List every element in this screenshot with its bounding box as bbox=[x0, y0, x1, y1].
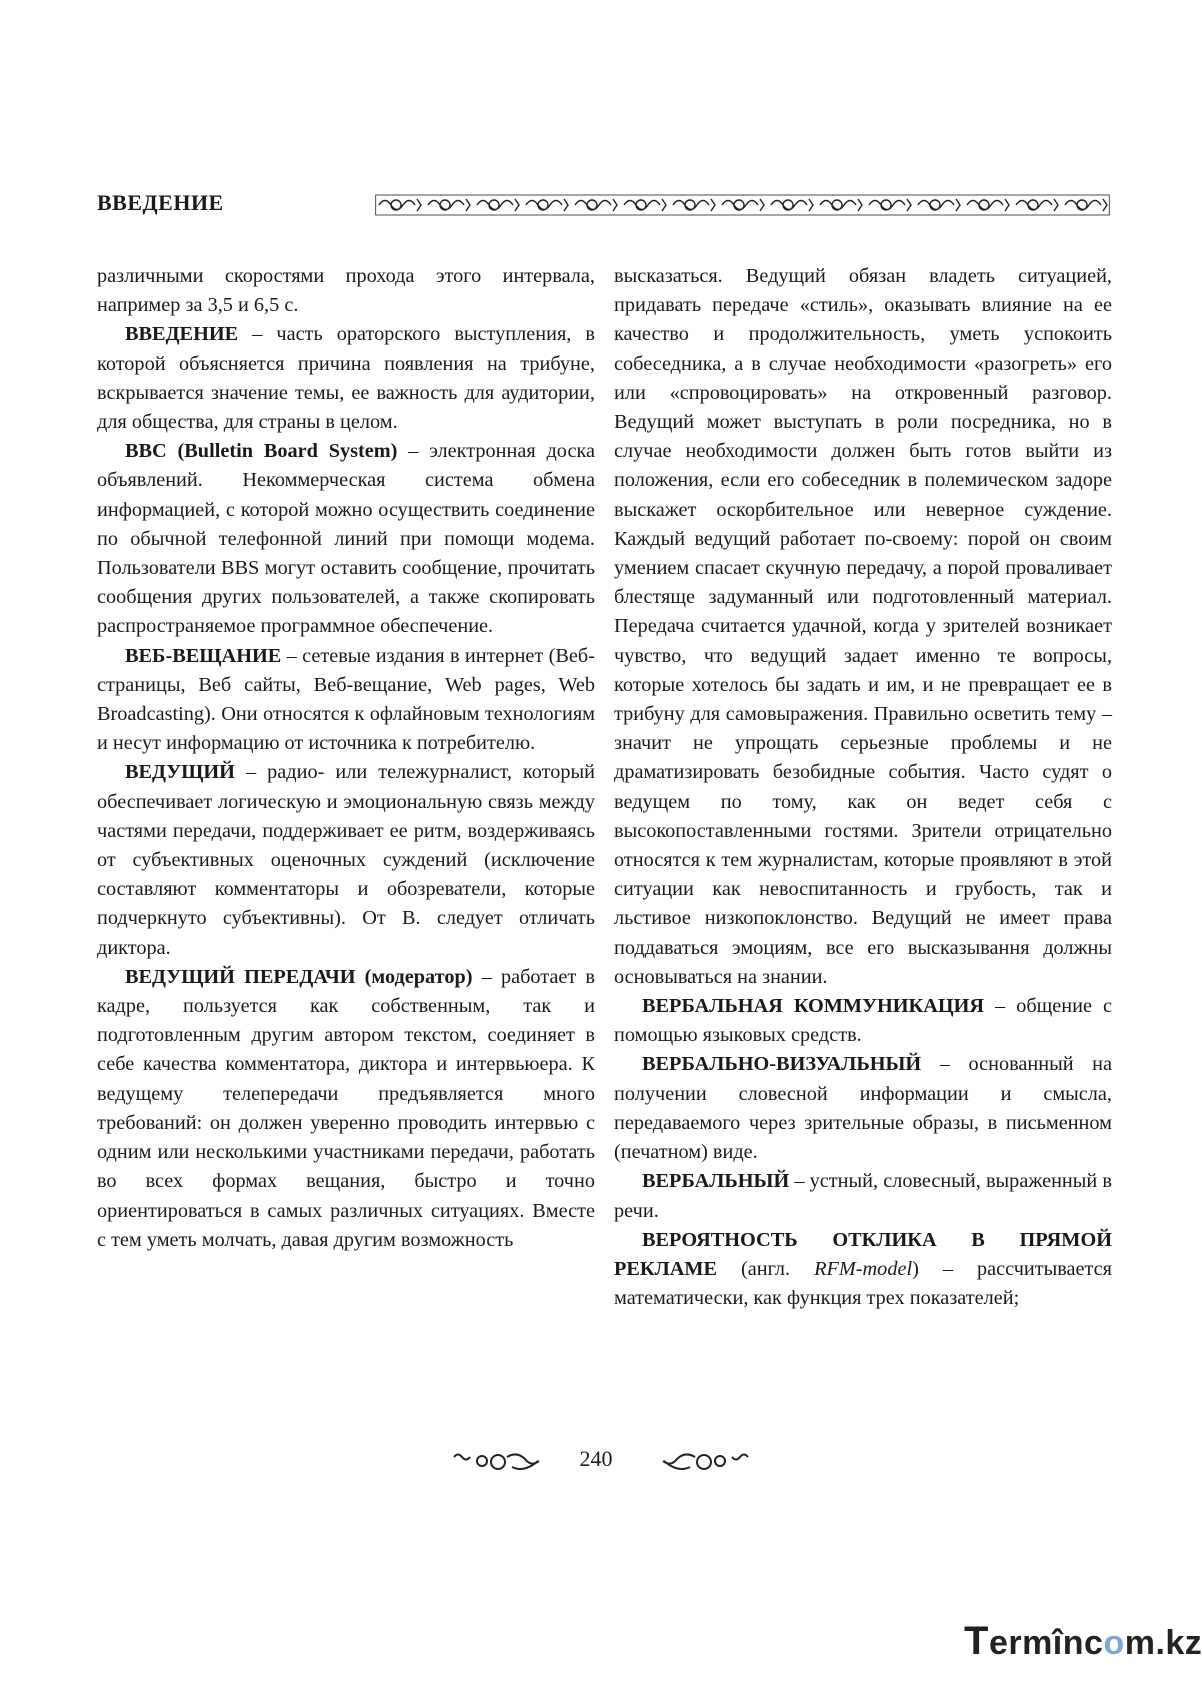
entry-definition-italic: RFM-model bbox=[814, 1257, 913, 1280]
right-column bbox=[614, 262, 1112, 1313]
entry-definition: – часть ораторского выступления, в которой объясняется причина появления на трибуне, вскрывается значение темы, ее важность для аудитории, для общества, для страны в целом. bbox=[97, 323, 595, 434]
entry-verbalno-vizualnyy bbox=[614, 1050, 1112, 1167]
entry-verbalnaya-kommunikatsiya bbox=[614, 992, 1112, 1050]
ornament-motif bbox=[771, 199, 813, 211]
footer-ornament-right-icon bbox=[660, 1449, 750, 1475]
entry-definition: – основанный на получении словесной информации и смысла, передаваемого через зрительные образы, в письменном (печатном) виде. bbox=[614, 1053, 1112, 1164]
ornament-motif bbox=[673, 199, 715, 211]
entry-definition-pre: (англ. bbox=[717, 1257, 815, 1280]
entry-term: ВЕРБАЛЬНО-ВИЗУАЛЬНЫЙ bbox=[642, 1053, 922, 1076]
ornament-motif bbox=[869, 199, 911, 211]
entry-vedushchiy bbox=[97, 758, 595, 962]
entry-definition: – электронная доска объявлений. Некоммерческая система обмена информацией, с которой можно осуществить соединение по обычной телефонной линий при помощи модема. Пользователи BBS могут оставить сообщение, прочитать сообщения других пользователей, а также скопировать распространяемое программное обеспечение. bbox=[97, 440, 595, 638]
entry-term: ВЕРОЯТНОСТЬ ОТКЛИКА В ПРЯМОЙ РЕКЛАМЕ bbox=[614, 1228, 1112, 1280]
ornament-motif bbox=[624, 199, 666, 211]
entry-definition: – радио- или тележурналист, который обеспечивает логическую и эмоциональную связь между частями передачи, поддерживает ее ритм, воздерживаясь от субъективных оценочных суждений (исключение составляют комментаторы и обозреватели, которые подчеркнуто субъективны). От В. следует отличать диктора. bbox=[97, 761, 595, 959]
entry-definition: ) – рассчитывается математически, как функция трех показателей; bbox=[614, 1257, 1112, 1310]
entry-definition: – сетевые издания в интернет (Веб-страницы, Веб сайты, Веб-вещание, Web pages, Web Broadcasting). Они относятся к офлайновым технологиям и несут информацию от источника к потребителю. bbox=[97, 644, 595, 755]
ornament-motif bbox=[1065, 199, 1107, 211]
entry-term: ВЕРБАЛЬНЫЙ bbox=[642, 1170, 790, 1193]
entry-bbc bbox=[97, 437, 595, 641]
ornament-motif bbox=[575, 199, 617, 211]
ornament-motif bbox=[918, 199, 960, 211]
entry-veroyatnost-otklika bbox=[614, 1226, 1112, 1314]
ornament-motif bbox=[477, 199, 519, 211]
header-ornament-band bbox=[375, 193, 1110, 217]
ornament-motif bbox=[379, 199, 421, 211]
ornament-motif bbox=[1016, 199, 1058, 211]
ornament-motif bbox=[526, 199, 568, 211]
entry-vedushchiy-peredachi bbox=[97, 963, 595, 1255]
termincom-watermark-logo: Termîncom.kz bbox=[964, 1619, 1202, 1663]
entry-definition: – общение с помощью языковых средств. bbox=[614, 995, 1112, 1047]
ornament-motif bbox=[428, 199, 470, 211]
entry-term: BBC (Bulletin Board System) bbox=[125, 440, 398, 463]
entry-term: ВВЕДЕНИЕ bbox=[125, 323, 239, 346]
entry-vvedenie bbox=[97, 320, 595, 437]
left-column bbox=[97, 262, 595, 1255]
continued-paragraph: высказаться. Ведущий обязан владеть ситуацией, придавать передаче «стиль», оказывать влияние на ее качество и продолжительность, уметь успокоить собеседника, а в случае необходимости «разогреть» его или «спровоцировать» на откровенный разговор. Ведущий может выступать в роли посредника, но в случае необходимости должен быть готов выйти из положения, если его собеседник в полемическом задоре выскажет оскорбительное или неверное суждение. Каждый ведущий работает по-своему: порой он своим умением спасает скучную передачу, а порой проваливает блестяще задуманный или подготовленный материал. Передача считается удачной, когда у зрителей возникает чувство, что ведущий задает именно те вопросы, которые хотелось бы задать и им, и не превращает ее в трибуну для самовыражения. Правильно осветить тему – значит не упрощать серьезные проблемы и не драматизировать безобидные события. Часто судят о ведущем по тому, как он ведет себя с высокопоставленными гостями. Зрители отрицательно относятся к тем журналистам, которые проявляют в этой ситуации как невоспитанность и грубость, так и льстивое низкопоклонство. Ведущий не имеет права поддаваться эмоциям, все его высказывання должны основываться на знании. bbox=[614, 265, 1112, 988]
entry-definition: – устный, словесный, выраженный в речи. bbox=[614, 1170, 1112, 1222]
entry-definition: – работает в кадре, пользуется как собственным, так и подготовленным другим автором текстом, соединяет в себе качества комментатора, диктора и интервьюера. К ведущему телепередачи предъявляется много требований: он должен уверенно проводить интервью с одним или несколькими участниками передачи, работать во всех формах вещания, быстро и точно ориентироваться в самых различных ситуациях. Вместе с тем уметь молчать, давая другим возможность bbox=[97, 965, 595, 1251]
entry-verbalnyy bbox=[614, 1167, 1112, 1225]
continued-paragraph: различными скоростями прохода этого интервала, например за 3,5 и 6,5 с. bbox=[97, 265, 595, 317]
page-header-title: ВВЕДЕНИЕ bbox=[97, 190, 224, 215]
entry-term: ВЕДУЩИЙ ПЕРЕДАЧИ (модератор) bbox=[125, 965, 473, 988]
entry-veb-veshchanie bbox=[97, 642, 595, 759]
page-number: 240 bbox=[579, 1446, 613, 1471]
ornament-motif bbox=[967, 199, 1009, 211]
ornament-motif bbox=[722, 199, 764, 211]
entry-term: ВЕРБАЛЬНАЯ КОММУНИКАЦИЯ bbox=[642, 995, 985, 1018]
footer-ornament-left-icon bbox=[452, 1449, 542, 1475]
entry-term: ВЕБ-ВЕЩАНИЕ bbox=[125, 644, 282, 667]
entry-term: ВЕДУЩИЙ bbox=[125, 761, 235, 784]
ornament-motif bbox=[820, 199, 862, 211]
